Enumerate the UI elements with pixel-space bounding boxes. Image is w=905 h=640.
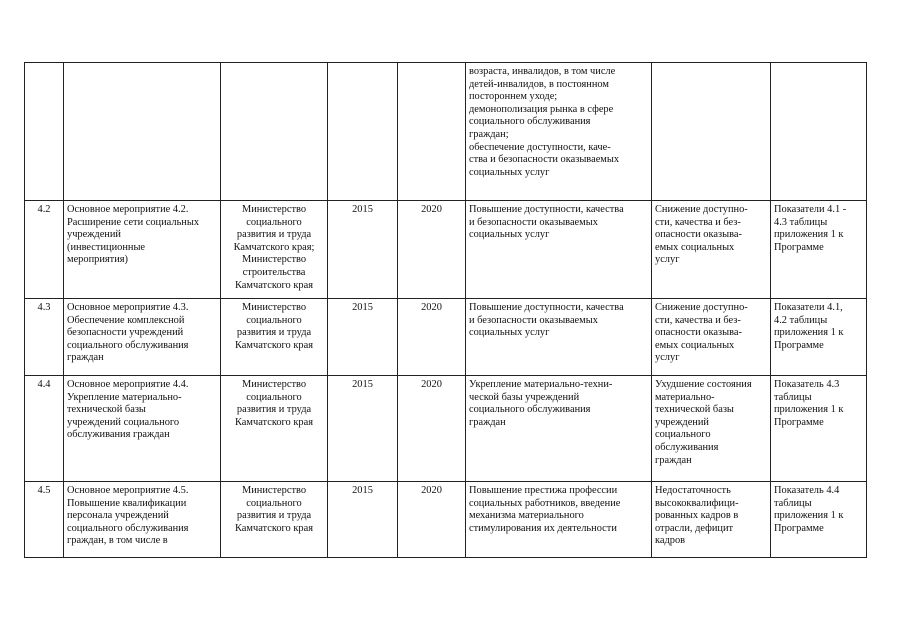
table-row: [25, 201, 867, 299]
cell-end-year: [398, 201, 466, 299]
cell-text-line: детей-инвалидов, в постоянном: [469, 78, 609, 90]
cell-expected-result: [466, 201, 652, 299]
cell-text-line: Программе: [774, 522, 824, 534]
cell-number: [25, 482, 64, 558]
cell-text-line: механизма материального: [469, 510, 584, 522]
cell-text-line: граждан: [655, 454, 692, 466]
cell-text-line: социального: [246, 391, 302, 403]
cell-text-line: технической базы: [67, 404, 146, 416]
cell-text-line: Повышение доступности, качества: [469, 204, 624, 215]
cell-text-line: социальных работников, введение: [469, 497, 621, 509]
cell-text-line: сти, качества и без-: [655, 314, 741, 326]
cell-start-year: [328, 201, 398, 299]
cell-text-line: социального обслуживания: [469, 116, 591, 128]
cell-text-line: Показатели 4.1 -: [774, 204, 847, 215]
cell-text-line: Камчатского края: [235, 339, 313, 351]
cell-text-line: социальных услуг: [469, 229, 550, 241]
cell-text-line: социальных услуг: [469, 327, 550, 339]
cell-text: 4.4: [37, 379, 51, 390]
cell-text-line: социального обслуживания: [67, 339, 189, 351]
cell-end-year: [398, 63, 466, 201]
cell-text: 2015: [352, 379, 373, 390]
cell-text-line: Показатель 4.4: [774, 485, 840, 496]
cell-text: 2015: [352, 485, 373, 496]
cell-text-line: Показатель 4.3: [774, 379, 840, 390]
cell-text-line: Показатели 4.1,: [774, 302, 843, 313]
cell-text-line: Министерство: [241, 302, 307, 313]
cell-text-line: Программе: [774, 241, 824, 253]
cell-text: 2020: [421, 204, 442, 215]
cell-expected-result: [466, 482, 652, 558]
cell-text-line: безопасности учреждений: [67, 327, 184, 339]
cell-executor: [221, 482, 328, 558]
cell-end-year: [398, 299, 466, 376]
cell-text-line: граждан: [469, 416, 506, 428]
cell-text-line: услуг: [655, 254, 680, 266]
table-row: [25, 376, 867, 482]
cell-text-line: строительства: [242, 266, 306, 278]
cell-text-line: граждан;: [469, 128, 509, 140]
cell-text-line: емых социальных: [655, 241, 735, 253]
cell-text-line: постороннем уходе;: [469, 91, 558, 103]
cell-expected-result: [466, 63, 652, 201]
cell-text-line: Камчатского края: [235, 416, 313, 428]
cell-executor: [221, 63, 328, 201]
table-row: [25, 63, 867, 201]
cell-text-line: Камчатского края;: [233, 241, 315, 253]
cell-executor: [221, 201, 328, 299]
cell-text-line: приложения 1 к: [774, 229, 844, 241]
cell-text-line: мероприятия): [67, 254, 129, 266]
cell-consequence: [652, 63, 771, 201]
cell-end-year: [398, 376, 466, 482]
cell-consequence: [652, 482, 771, 558]
cell-text-line: развития и труда: [236, 510, 312, 522]
cell-text: 2015: [352, 204, 373, 215]
measures-table: [24, 62, 867, 558]
cell-text-line: Снижение доступно-: [655, 204, 748, 215]
cell-text-line: ческой базы учреждений: [469, 391, 580, 403]
cell-indicators: [771, 482, 867, 558]
cell-text-line: социального: [246, 497, 302, 509]
cell-text-line: Камчатского края: [235, 279, 313, 291]
cell-start-year: [328, 482, 398, 558]
cell-text-line: Программе: [774, 339, 824, 351]
cell-text: 2020: [421, 485, 442, 496]
cell-text: 4.3: [37, 302, 51, 313]
cell-consequence: [652, 376, 771, 482]
cell-text-line: 4.3 таблицы: [774, 216, 828, 228]
cell-text: 2015: [352, 302, 373, 313]
cell-text-line: Укрепление материально-техни-: [469, 379, 613, 390]
cell-text-line: социальных услуг: [469, 166, 550, 178]
cell-text-line: возраста, инвалидов, в том числе: [469, 66, 616, 77]
cell-number: [25, 376, 64, 482]
cell-text-line: Основное мероприятие 4.4.: [67, 379, 189, 390]
cell-indicators: [771, 201, 867, 299]
table-row: [25, 482, 867, 558]
cell-text-line: персонала учреждений: [67, 510, 169, 522]
cell-text-line: демонополизация рынка в сфере: [469, 103, 614, 115]
cell-indicators: [771, 63, 867, 201]
cell-consequence: [652, 299, 771, 376]
cell-text-line: социального: [246, 216, 302, 228]
cell-executor: [221, 376, 328, 482]
cell-text-line: Недостаточность: [655, 485, 731, 496]
cell-text-line: граждан: [67, 352, 104, 364]
cell-text-line: сти, качества и без-: [655, 216, 741, 228]
cell-text-line: обеспечение доступности, каче-: [469, 141, 611, 153]
table-body: [25, 63, 867, 558]
cell-measure-name: [64, 376, 221, 482]
cell-indicators: [771, 299, 867, 376]
cell-text-line: Министерство: [241, 204, 307, 215]
cell-text-line: учреждений: [655, 416, 709, 428]
cell-text-line: высококвалифици-: [655, 497, 739, 509]
cell-text-line: развития и труда: [236, 327, 312, 339]
cell-text-line: материально-: [655, 391, 715, 403]
cell-text-line: обслуживания: [655, 441, 719, 453]
cell-text-line: Министерство: [241, 379, 307, 390]
cell-text-line: (инвестиционные: [67, 241, 146, 253]
cell-text: 2020: [421, 379, 442, 390]
cell-text-line: Повышение доступности, качества: [469, 302, 624, 313]
cell-text-line: приложения 1 к: [774, 510, 844, 522]
cell-start-year: [328, 376, 398, 482]
cell-end-year: [398, 482, 466, 558]
cell-text-line: Камчатского края: [235, 522, 313, 534]
cell-text: 4.5: [37, 485, 51, 496]
cell-executor: [221, 299, 328, 376]
cell-text-line: Повышение квалификации: [67, 497, 187, 509]
cell-start-year: [328, 63, 398, 201]
cell-text-line: емых социальных: [655, 339, 735, 351]
cell-text-line: учреждений социального: [67, 416, 180, 428]
cell-text-line: отрасли, дефицит: [655, 522, 734, 534]
cell-text-line: Укрепление материально-: [67, 391, 182, 403]
cell-text-line: Министерство: [241, 254, 307, 266]
cell-text-line: Министерство: [241, 485, 307, 496]
cell-text-line: приложения 1 к: [774, 404, 844, 416]
cell-text-line: приложения 1 к: [774, 327, 844, 339]
cell-text-line: социального обслуживания: [469, 404, 591, 416]
cell-text-line: кадров: [655, 535, 686, 547]
cell-text-line: ства и безопасности оказываемых: [469, 154, 620, 166]
cell-start-year: [328, 299, 398, 376]
cell-text-line: развития и труда: [236, 229, 312, 241]
cell-text: 2020: [421, 302, 442, 313]
cell-text: 4.2: [37, 204, 51, 215]
cell-text-line: социального: [246, 314, 302, 326]
cell-text-line: и безопасности оказываемых: [469, 314, 598, 326]
cell-measure-name: [64, 299, 221, 376]
cell-text-line: Основное мероприятие 4.3.: [67, 302, 189, 313]
cell-consequence: [652, 201, 771, 299]
cell-text-line: социального: [655, 429, 711, 441]
cell-measure-name: [64, 201, 221, 299]
cell-text-line: развития и труда: [236, 404, 312, 416]
cell-text-line: граждан, в том числе в: [67, 535, 168, 547]
cell-text-line: обслуживания граждан: [67, 429, 170, 441]
table-row: [25, 299, 867, 376]
cell-text-line: технической базы: [655, 404, 734, 416]
cell-text-line: опасности оказыва-: [655, 327, 742, 339]
cell-number: [25, 201, 64, 299]
cell-text-line: Программе: [774, 416, 824, 428]
cell-text-line: Повышение престижа профессии: [469, 485, 618, 496]
cell-number: [25, 299, 64, 376]
cell-text-line: опасности оказыва-: [655, 229, 742, 241]
cell-text-line: и безопасности оказываемых: [469, 216, 598, 228]
cell-expected-result: [466, 299, 652, 376]
cell-expected-result: [466, 376, 652, 482]
cell-text-line: стимулирования их деятельности: [469, 522, 617, 534]
cell-measure-name: [64, 482, 221, 558]
cell-text-line: таблицы: [774, 497, 812, 509]
cell-indicators: [771, 376, 867, 482]
cell-text-line: рованных кадров в: [655, 510, 739, 522]
cell-text-line: Расширение сети социальных: [67, 216, 200, 228]
cell-text-line: услуг: [655, 352, 680, 364]
cell-text-line: Основное мероприятие 4.5.: [67, 485, 189, 496]
cell-text-line: социального обслуживания: [67, 522, 189, 534]
cell-measure-name: [64, 63, 221, 201]
cell-number: [25, 63, 64, 201]
cell-text-line: таблицы: [774, 391, 812, 403]
cell-text-line: Снижение доступно-: [655, 302, 748, 313]
cell-text-line: Ухудшение состояния: [655, 379, 752, 390]
cell-text-line: Основное мероприятие 4.2.: [67, 204, 189, 215]
cell-text-line: учреждений: [67, 229, 121, 241]
cell-text-line: 4.2 таблицы: [774, 314, 828, 326]
cell-text-line: Обеспечение комплексной: [67, 314, 185, 326]
